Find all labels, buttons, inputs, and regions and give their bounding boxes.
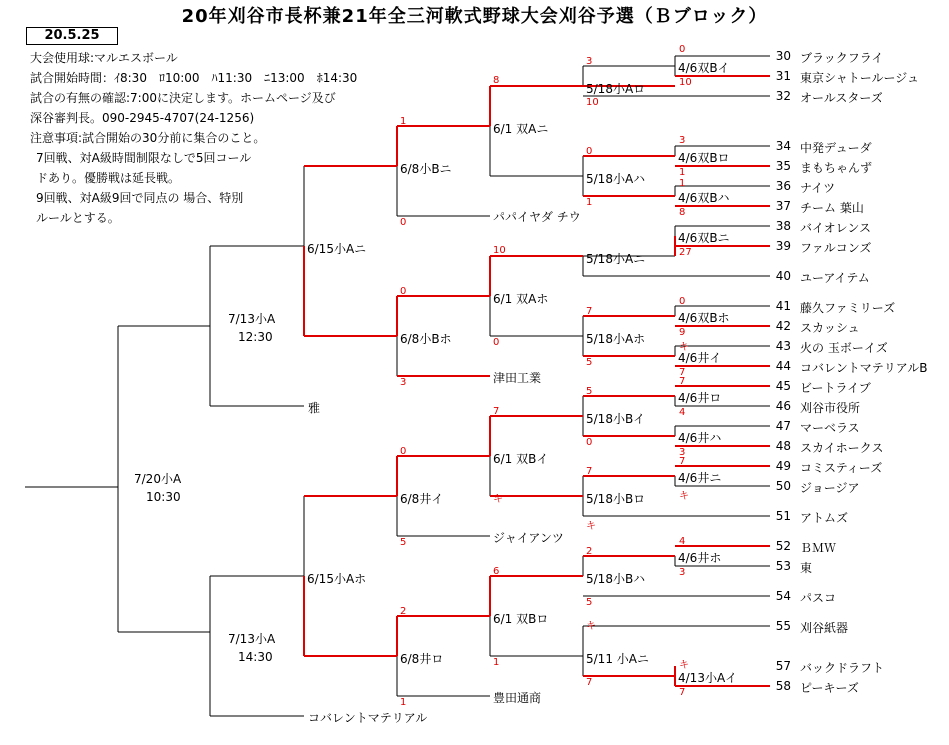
match-time: 12:30: [238, 330, 273, 344]
team-name: コミスティーズ: [800, 461, 883, 475]
team-number: 32: [775, 89, 791, 103]
match-label: 5/18小Aロ: [586, 82, 646, 96]
match-label: 6/1 双Bロ: [493, 612, 549, 626]
team-number: 48: [775, 439, 791, 453]
score: 2: [400, 606, 407, 617]
team-name: 刈谷市役所: [800, 401, 861, 415]
match-label: 5/18小Aホ: [586, 332, 646, 346]
match-label: 5/18小Aハ: [586, 172, 646, 186]
team-name: 東京シャトールージュ: [800, 71, 920, 85]
match-label: 7/13小A: [228, 312, 276, 326]
score: 1: [679, 178, 686, 189]
score: キ: [679, 491, 689, 502]
team-name: チーム 葉山: [800, 201, 864, 215]
team-number: 55: [775, 619, 791, 633]
score: 3: [679, 135, 686, 146]
score: 7: [679, 367, 686, 378]
info-line: 試合の有無の確認:7:00に決定します。ホームページ及び: [30, 91, 336, 105]
score: 0: [586, 437, 593, 448]
score: 6: [493, 566, 500, 577]
score: 9: [679, 327, 686, 338]
score: 0: [586, 146, 593, 157]
team-number: 51: [775, 509, 791, 523]
team-number: 31: [775, 69, 791, 83]
match-label: 6/15小Aホ: [307, 572, 367, 586]
note-line: 9回戦、対A級9回で同点の 場合、特別: [36, 191, 244, 205]
team-name: スカイホークス: [800, 441, 884, 455]
score: 1: [679, 167, 686, 178]
team-name: ジョージア: [800, 481, 860, 495]
score: 10: [586, 97, 599, 108]
team-number: 54: [775, 589, 791, 603]
team-name: ブラックフライ: [800, 51, 884, 65]
score: 7: [679, 376, 686, 387]
score: 5: [586, 386, 593, 397]
score: キ: [679, 342, 689, 353]
score: 7: [679, 687, 686, 698]
score: 1: [400, 697, 407, 708]
score: 1: [400, 116, 407, 127]
team-name: マーベラス: [800, 421, 860, 435]
team-number: 40: [775, 269, 791, 283]
score: 3: [400, 377, 407, 388]
team-name: オールスターズ: [800, 91, 883, 105]
team-name: 刈谷紙器: [800, 621, 849, 635]
score: 0: [679, 44, 686, 55]
team-name: 東: [800, 561, 813, 575]
match-label: 6/1 双Aホ: [493, 292, 549, 306]
team-number: 53: [775, 559, 791, 573]
match-time: 14:30: [238, 650, 273, 664]
match-label: 4/6井イ: [678, 351, 722, 365]
info-line: 深谷審判長。090-2945-4707(24-1256): [30, 111, 255, 125]
score: キ: [586, 521, 596, 532]
match-label: 4/13小Aイ: [678, 671, 738, 685]
match-label: 4/6井ホ: [678, 551, 722, 565]
seed-team: 津田工業: [493, 371, 542, 385]
match-label: 4/6双Bイ: [678, 61, 730, 75]
score: 27: [679, 247, 692, 258]
match-label: 4/6双Bホ: [678, 311, 730, 325]
score: 5: [586, 597, 593, 608]
team-number: 45: [775, 379, 791, 393]
team-number: 44: [775, 359, 791, 373]
team-name: ファルコンズ: [800, 241, 872, 255]
team-name: ピーキーズ: [800, 681, 859, 695]
score: 7: [586, 306, 593, 317]
team-name: アトムズ: [800, 511, 849, 525]
score: キ: [586, 621, 596, 632]
score: 3: [679, 567, 686, 578]
score: キ: [493, 494, 503, 505]
team-number: 35: [775, 159, 791, 173]
score: 4: [679, 407, 686, 418]
match-label: 6/1 双Bイ: [493, 452, 549, 466]
team-number: 38: [775, 219, 791, 233]
score: 7: [586, 677, 593, 688]
score: 1: [493, 657, 500, 668]
team-name: コバレントマテリアルB: [800, 361, 928, 375]
score: 8: [493, 75, 500, 86]
score: 4: [679, 536, 686, 547]
score: 0: [400, 446, 407, 457]
team-name: ナイツ: [800, 181, 836, 195]
score: 10: [493, 245, 506, 256]
match-label: 4/6双Bロ: [678, 151, 730, 165]
match-label: 5/18小Bハ: [586, 572, 646, 586]
team-number: 49: [775, 459, 791, 473]
team-name: ＢＭＷ: [800, 541, 837, 555]
final-time: 10:30: [146, 490, 181, 504]
score: 10: [679, 77, 692, 88]
team-number: 36: [775, 179, 791, 193]
team-number: 52: [775, 539, 791, 553]
team-number: 47: [775, 419, 791, 433]
match-label: 4/6井ロ: [678, 391, 722, 405]
match-label: 6/8小Bニ: [400, 162, 452, 176]
match-label: 5/18小Aニ: [586, 252, 646, 266]
score: 5: [586, 357, 593, 368]
team-name: バイオレンス: [800, 221, 871, 235]
date-box: 20.5.25: [26, 27, 118, 45]
team-number: 30: [775, 49, 791, 63]
final-label: 7/20小A: [134, 472, 182, 486]
score: 7: [493, 406, 500, 417]
score: 0: [400, 286, 407, 297]
info-line: 試合開始時間：ｲ8:30 ﾛ10:00 ﾊ11:30 ﾆ13:00 ﾎ14:30: [30, 71, 358, 85]
seed-team: 豊田通商: [493, 691, 542, 705]
team-number: 57: [775, 659, 791, 673]
score: 7: [679, 456, 686, 467]
team-name: ビートライブ: [800, 381, 871, 395]
team-name: パスコ: [800, 591, 837, 605]
score: 2: [586, 546, 593, 557]
team-number: 46: [775, 399, 791, 413]
team-number: 43: [775, 339, 791, 353]
match-label: 4/6双Bハ: [678, 191, 730, 205]
score: キ: [679, 660, 689, 671]
match-label: 6/1 双Aニ: [493, 122, 549, 136]
match-label: 6/15小Aニ: [307, 242, 367, 256]
info-line: 注意事項:試合開始の30分前に集合のこと。: [30, 131, 266, 145]
seed-team: ジャイアンツ: [493, 531, 564, 545]
team-name: まもちゃんず: [800, 161, 873, 175]
page-title: 20年刈谷市長杯兼21年全三河軟式野球大会刈谷予選（Ｂブロック）: [181, 6, 768, 27]
note-line: ドあり。優勝戦は延長戦。: [36, 171, 181, 185]
seed-team: コバレントマテリアル: [308, 711, 428, 725]
score: 0: [493, 337, 500, 348]
note-line: 7回戦、対A級時間制限なしで5回コール: [36, 151, 252, 165]
score: 3: [679, 447, 686, 458]
match-label: 5/11 小Aニ: [586, 652, 649, 666]
team-number: 41: [775, 299, 791, 313]
score: 1: [586, 197, 593, 208]
team-number: 37: [775, 199, 791, 213]
team-name: 火の 玉ボーイズ: [800, 341, 888, 355]
score: 0: [679, 296, 686, 307]
info-line: 大会使用球:マルエスボール: [30, 51, 178, 65]
match-label: 4/6井ニ: [678, 471, 722, 485]
team-number: 42: [775, 319, 791, 333]
score: 8: [679, 207, 686, 218]
seed-team: 雅: [308, 401, 321, 415]
note-line: ルールとする。: [36, 211, 120, 225]
match-label: 6/8小Bホ: [400, 332, 452, 346]
score: 0: [400, 217, 407, 228]
team-name: バックドラフト: [800, 661, 885, 675]
score: 3: [586, 56, 593, 67]
match-label: 6/8井ロ: [400, 652, 444, 666]
team-name: スカッシュ: [800, 321, 860, 335]
score: 5: [400, 537, 407, 548]
match-label: 5/18小Bイ: [586, 412, 646, 426]
match-label: 6/8井イ: [400, 492, 444, 506]
team-name: 藤久ファミリーズ: [800, 301, 896, 315]
team-name: ユーアイテム: [800, 271, 870, 285]
team-number: 50: [775, 479, 791, 493]
score: 7: [586, 466, 593, 477]
seed-team: パパイヤダ チウ: [493, 210, 581, 224]
match-label: 5/18小Bロ: [586, 492, 646, 506]
team-number: 58: [775, 679, 791, 693]
match-label: 7/13小A: [228, 632, 276, 646]
team-number: 34: [775, 139, 791, 153]
match-label: 4/6双Bニ: [678, 231, 730, 245]
match-label: 4/6井ハ: [678, 431, 722, 445]
team-name: 中発デューダ: [800, 141, 872, 155]
team-number: 39: [775, 239, 791, 253]
